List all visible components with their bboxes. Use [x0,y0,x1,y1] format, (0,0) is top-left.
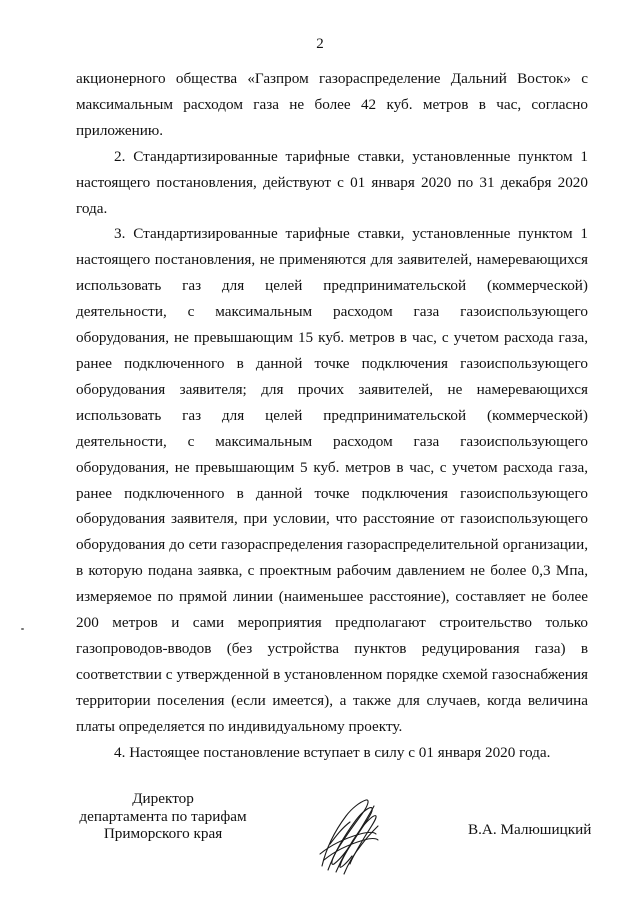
signer-position [78,790,248,843]
scan-artifact [21,628,24,630]
signer-position-line: департамента по тарифам [79,807,247,825]
handwritten-signature [316,794,382,876]
document-body [76,66,588,765]
signer-name: В.А. Малюшицкий [468,821,592,838]
signature-block [0,790,640,880]
paragraph-2: 2. Стандартизированные тарифные ставки, установленные пунктом 1 настоящего постановления, действуют с 01 января 2020 по 31 декабря 2020 года. [76,147,588,217]
signer-position-line: Приморского края [103,825,223,842]
paragraph-3: 3. Стандартизированные тарифные ставки, установленные пунктом 1 настоящего постановления, не применяются для заявителей, намеревающихся использовать газ для целей предпринимательской (коммерческой) деятельности, с максимальным расходом газа газоиспользующего оборудования, не превышающим 15 куб. метров в час, с учетом расхода газа, ранее подключенного в данной точке подключения газоиспользующего оборудования заявителя; для прочих заявителей, не намеревающихся использовать газ для целей предпринимательской (коммерческой) деятельности, с максимальным расходом газа газоиспользующего оборудования, не превышающим 5 куб. метров в час, с учетом расхода газа, ранее подключенного в данной точке подключения газоиспользующего оборудования заявителя, при условии, что расстояние от газоиспользующего оборудования до сети газораспределения газораспределительной организации, в которую подана заявка, с проектным рабочим давлением не более 0,3 Мпа, измеряемое по прямой линии (наименьшее расстояние), составляет не более 200 метров и сами мероприятия предполагают строительство только газопроводов-вводов (без устройства пунктов редуцирования газа) в соответствии с утвержденной в установленном порядке схемой газоснабжения территории поселения (если имеется), а также для случаев, когда величина платы определяется по индивидуальному проекту. [76,225,588,735]
signer-position-line: Директор [132,790,194,807]
paragraph-continuation: акционерного общества «Газпром газораспределение Дальний Восток» с максимальным расходом газа не более 42 куб. метров в час, согласно приложению. [76,70,588,139]
paragraph-4: 4. Настоящее постановление вступает в силу с 01 января 2020 года. [114,743,551,761]
page-number: 2 [316,36,324,52]
